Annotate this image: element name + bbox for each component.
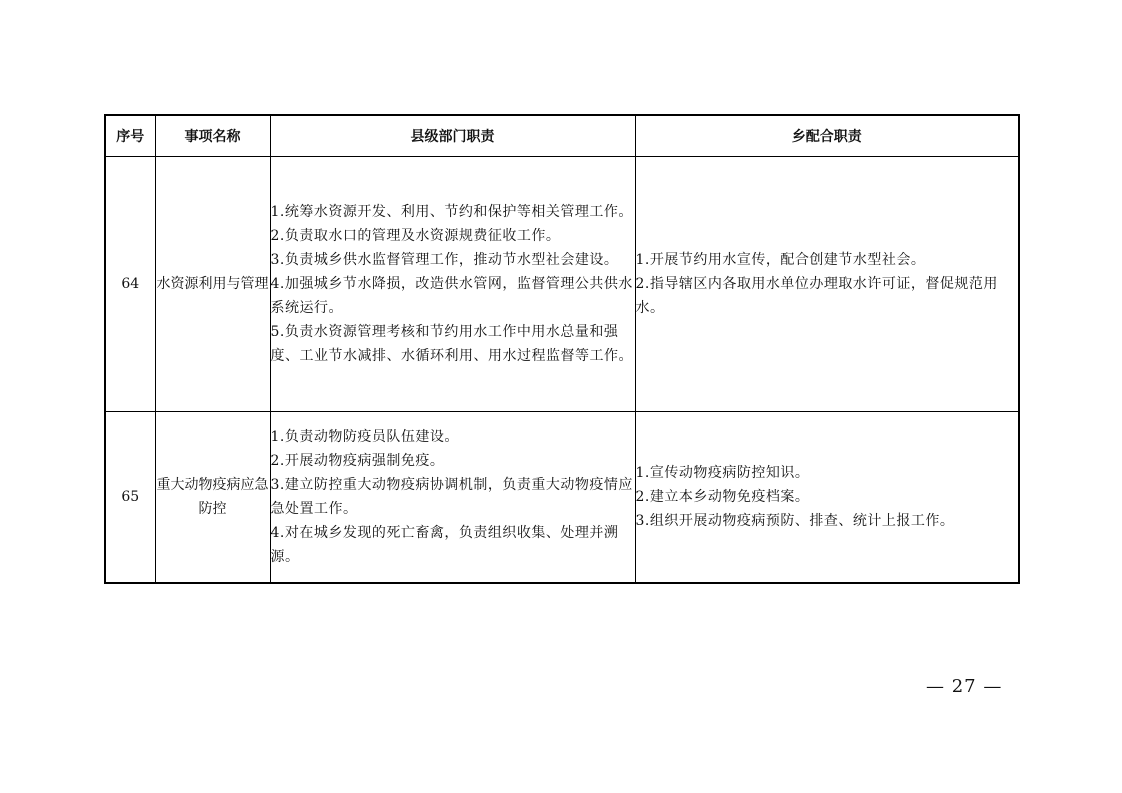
duty-item: 1.宣传动物疫病防控知识。: [635, 465, 810, 481]
duty-item: 1.开展节约用水宣传，配合创建节水型社会。: [635, 252, 926, 268]
county-duties-cell: [270, 157, 635, 412]
table-header-row: [105, 115, 1019, 157]
page-number: — 27 —: [926, 676, 1003, 697]
duty-item: 2.建立本乡动物免疫档案。: [635, 489, 810, 505]
table-row: [105, 157, 1019, 412]
duty-table: [104, 114, 1020, 584]
county-duties-cell: [270, 412, 635, 584]
duty-item: 1.统筹水资源开发、利用、节约和保护等相关管理工作。: [270, 204, 633, 220]
duty-item: 2.开展动物疫病强制免疫。: [270, 453, 445, 469]
town-duties-cell: [635, 157, 1019, 412]
header-county-duties: 县级部门职责: [270, 115, 635, 157]
row-seq: 64: [105, 157, 155, 412]
row-seq: 65: [105, 412, 155, 584]
table-row: [105, 412, 1019, 584]
header-item-name: 事项名称: [155, 115, 270, 157]
town-duties-cell: [635, 412, 1019, 584]
duty-item: 2.指导辖区内各取用水单位办理取水许可证，督促规范用水。: [635, 276, 998, 316]
duty-item: 3.建立防控重大动物疫病协调机制，负责重大动物疫情应急处置工作。: [270, 477, 633, 517]
duty-item: 2.负责取水口的管理及水资源规费征收工作。: [270, 228, 561, 244]
duty-item: 5.负责水资源管理考核和节约用水工作中用水总量和强度、工业节水减排、水循环利用、用水过程监督等工作。: [270, 324, 633, 364]
duty-item: 3.组织开展动物疫病预防、排查、统计上报工作。: [635, 513, 955, 529]
duty-item: 4.加强城乡节水降损，改造供水管网，监督管理公共供水系统运行。: [270, 276, 633, 316]
row-item-name: 水资源利用与管理: [155, 157, 270, 412]
row-item-name: 重大动物疫病应急防控: [155, 412, 270, 584]
duty-item: 3.负责城乡供水监督管理工作，推动节水型社会建设。: [270, 252, 619, 268]
header-seq: 序号: [105, 115, 155, 157]
header-town-duties: 乡配合职责: [635, 115, 1019, 157]
duty-item: 1.负责动物防疫员队伍建设。: [270, 429, 459, 445]
duty-item: 4.对在城乡发现的死亡畜禽，负责组织收集、处理并溯源。: [270, 525, 619, 565]
